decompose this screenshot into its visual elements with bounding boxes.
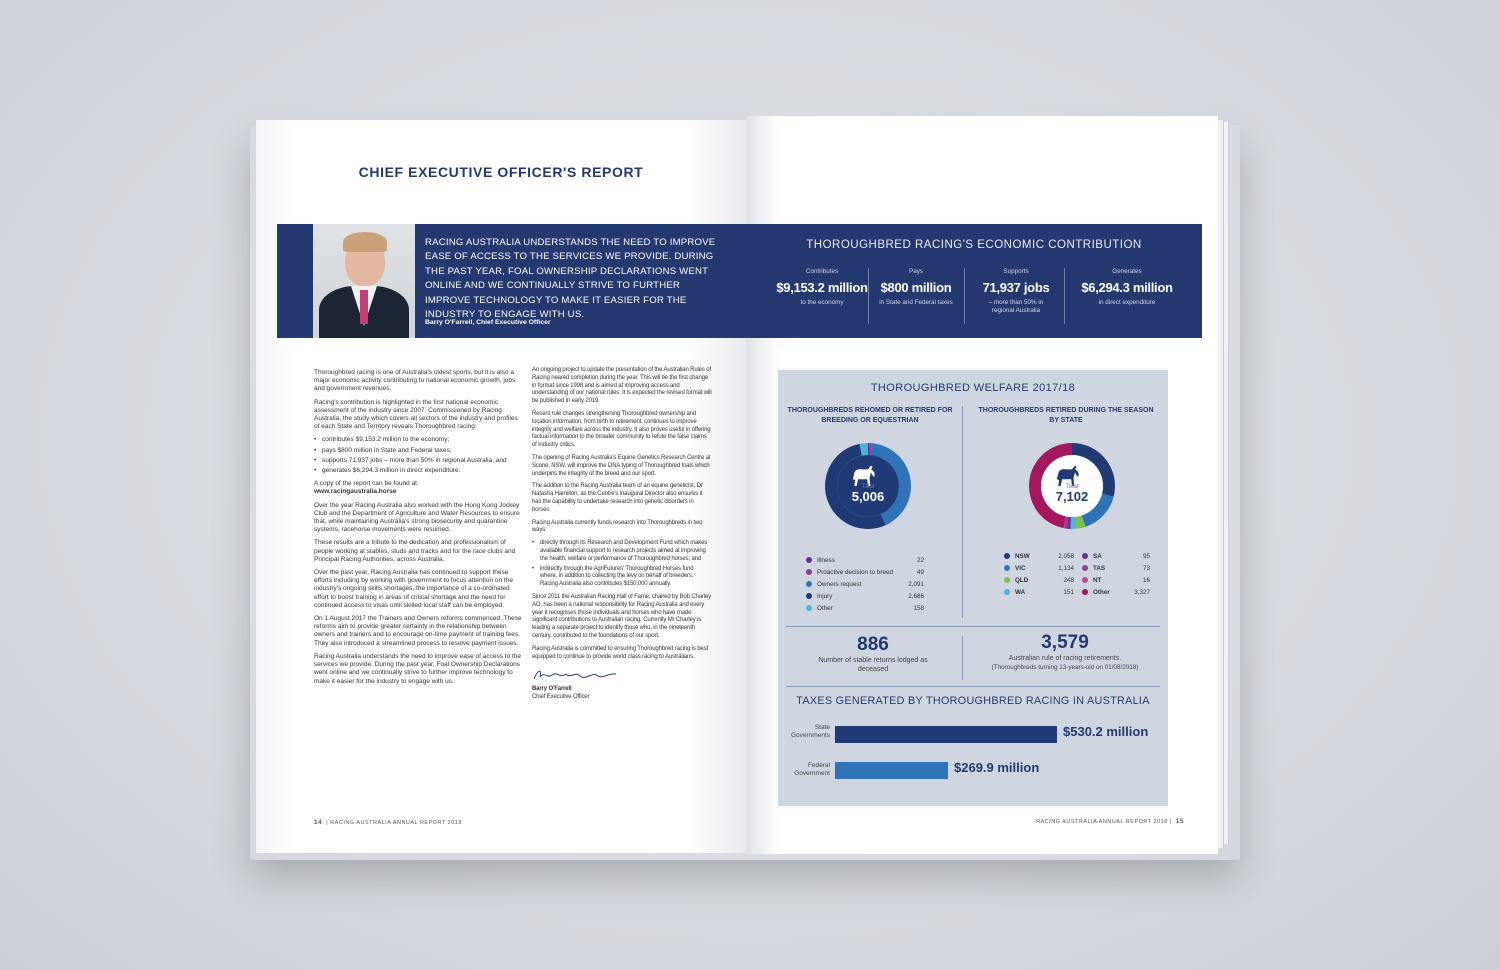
retired-total: 7,102 <box>1055 489 1089 504</box>
paragraph: Racing Australia is committed to ensuring Thoroughbred racing is best equipped to continue to provide world class racing to Australians. <box>532 645 708 660</box>
legend-swatch <box>1004 565 1010 571</box>
retired-donut-chart <box>1022 436 1122 536</box>
legend-item <box>1082 562 1150 574</box>
legend-swatch <box>806 557 812 563</box>
legend-value: 158 <box>913 604 924 612</box>
stat-sub: in direct expenditure <box>1098 299 1156 306</box>
text-column-1 <box>314 369 524 691</box>
tax-bar-federal <box>835 762 948 779</box>
legend-item <box>1082 586 1150 598</box>
list-item: • indirectly through the AgriFutures' Thoroughbred Horses fund where, in addition to collecting the levy on behalf of breeders, Racing Australia also contributes $150,000 annually. <box>532 566 712 589</box>
paragraph: An ongoing project to update the presentation of the Australian Rules of Racing neared completion during the year. This will be the first change in format since 1998 and is aimed at improving access and understanding of our national rules. It is expected the revised format will be published in early 2019. <box>532 367 712 405</box>
divider <box>962 636 963 680</box>
stat-label: Supports <box>1003 268 1029 275</box>
tax-bar-label: State Governments <box>790 724 830 739</box>
left-page <box>256 120 746 853</box>
stat-label: Generates <box>1112 268 1142 275</box>
legend-swatch <box>1082 553 1088 559</box>
legend-label: Injury <box>817 592 833 600</box>
paragraph: Racing Australia understands the need to improve ease of access to the services we provide. During the past year, Foal Ownership Declarations went online and we continually strive to further improve technology to make it easier for the industry to engage with us. <box>314 652 522 685</box>
stat-value: $6,294.3 million <box>1081 280 1173 295</box>
legend-swatch <box>806 593 812 599</box>
paragraph: These results are a tribute to the dedication and professionalism of people working at stables, studs and tracks and for the race clubs and Principal Racing Authorities, across Australia. <box>314 539 516 563</box>
paragraph: The addition to the Racing Australia team of an equine geneticist, Dr Natasha Hamilton, as the Centre's inaugural Director also ensures it has the capability to undertake research into genetic disorders in horses. <box>532 483 703 513</box>
legend-value: 2,686 <box>908 592 924 600</box>
legend-label: SA <box>1093 552 1102 560</box>
legend-swatch <box>806 569 812 575</box>
legend-label: WA <box>1015 588 1026 596</box>
list-item: • directly through its Research and Development Fund which makes available financial support to research projects aimed at improving the health, welfare or performance of Thoroughbred horses; and <box>532 540 712 563</box>
legend-swatch <box>1004 553 1010 559</box>
legend-item <box>1004 574 1074 586</box>
rule-retirements-stat <box>970 632 1160 672</box>
stat-sub: in State and Federal taxes <box>879 299 953 306</box>
paragraph: The opening of Racing Australia's Equine Genetics Research Centre at Scone, NSW, will improve the DNA typing of Thoroughbred foals which underpins the integrity of the breed and our sport. <box>532 454 711 477</box>
legend-swatch <box>1082 565 1088 571</box>
stat-label: Contributes <box>805 268 839 275</box>
retired-legend-right <box>1082 550 1150 598</box>
tax-bar-value: $269.9 million <box>954 760 1040 775</box>
legend-value: 49 <box>916 568 924 576</box>
rehomed-total-label: Total <box>861 484 875 490</box>
legend-label: Illness <box>817 556 835 564</box>
legend-swatch <box>1004 577 1010 583</box>
ceo-quote: RACING AUSTRALIA UNDERSTANDS THE NEED TO IMPROVE EASE OF ACCESS TO THE SERVICES WE PROVIDE. DURING THE PAST YEAR, FOAL OWNERSHIP DECLARATIONS WENT ONLINE AND WE CONTINUALLY STRIVE TO FURTHER IMPROVE TECHNOLOGY TO MAKE IT EASIER FOR THE INDUSTRY TO ENGAGE WITH US. <box>425 237 716 321</box>
stat-subtext: (Thoroughbreds turning 13-years-old on 01/08/2018) <box>991 664 1139 671</box>
legend-value: 248 <box>1063 576 1074 584</box>
signatory-name: Barry O'Farrell <box>532 686 572 693</box>
legend-value: 95 <box>1142 552 1150 560</box>
tax-bar-state <box>835 726 1057 743</box>
rehomed-title: THOROUGHBREDS REHOMED OR RETIRED FOR BREEDING OR EQUESTRIAN <box>787 407 953 424</box>
list-item: • supports 71,937 jobs – more than 50% in regional Australia; and <box>314 457 524 465</box>
retired-title: THOROUGHBREDS RETIRED DURING THE SEASON BY STATE <box>978 407 1154 424</box>
legend-item <box>1004 586 1074 598</box>
legend-swatch <box>806 605 812 611</box>
list-item: • generates $6,294.3 million in direct expenditure. <box>314 467 524 475</box>
page-edge <box>1224 122 1229 844</box>
legend-item <box>1082 550 1150 562</box>
legend-item <box>806 578 924 590</box>
stat-pays <box>868 268 964 307</box>
stat-supports <box>968 268 1064 315</box>
stat-sub: – more than 50% in regional Australia <box>988 299 1044 314</box>
stat-value: $800 million <box>880 280 952 295</box>
retired-legend-left <box>1004 550 1074 598</box>
legend-value: 2,058 <box>1058 552 1074 560</box>
rehomed-donut-chart <box>818 436 918 536</box>
divider <box>1064 268 1065 324</box>
legend-item <box>1004 562 1074 574</box>
divider <box>786 686 1160 687</box>
paragraph: On 1 August 2017 the Trainers and Owners reforms commenced. These reforms aim to provide greater certainty in the relationship between owners and trainers and to encourage on-time payment of training fees. They also introduced a streamlined process to resolve payment issues. <box>314 615 522 647</box>
legend-item <box>1004 550 1074 562</box>
bullet-list <box>532 540 712 589</box>
economic-title: THOROUGHBRED RACING'S ECONOMIC CONTRIBUTION <box>806 239 1142 251</box>
legend-label: TAS <box>1093 564 1106 572</box>
paragraph: Racing's contribution is highlighted in the first national economic assessment of the industry since 2007. Commissioned by Racing Australia, the study which covers all sectors of the industry and profiles of each State and Territory reveals Thoroughbred racing: <box>314 398 518 431</box>
stat-label: Pays <box>909 268 923 275</box>
welfare-panel <box>778 370 1168 806</box>
legend-label: Other <box>1093 588 1110 596</box>
footer-text: RACING AUSTRALIA ANNUAL REPORT 2018 <box>330 820 462 826</box>
divider <box>964 268 965 324</box>
divider <box>962 406 963 618</box>
rehomed-total: 5,006 <box>851 489 885 504</box>
page-title: CHIEF EXECUTIVE OFFICER'S REPORT <box>358 164 644 180</box>
stat-generates <box>1068 268 1186 307</box>
footer: 14 | RACING AUSTRALIA ANNUAL REPORT 2018 <box>314 819 462 826</box>
report-link[interactable]: www.racingaustralia.horse <box>314 488 397 496</box>
retired-total-label: Total <box>1065 484 1079 490</box>
signatory-role: Chief Executive Officer <box>532 693 590 700</box>
legend-item <box>806 602 924 614</box>
stat-number: 3,579 <box>1041 632 1089 653</box>
tax-bar-value: $530.2 million <box>1063 724 1149 739</box>
list-item: • pays $800 million in State and Federal taxes; <box>314 447 524 455</box>
quote-attribution: Barry O'Farrell, Chief Executive Officer <box>425 319 551 326</box>
legend-value: 1,134 <box>1058 564 1074 572</box>
stat-number: 886 <box>857 634 889 655</box>
legend-item <box>806 566 924 578</box>
paragraph: Over the year Racing Australia also worked with the Hong Kong Jockey Club and the Department of Agriculture and Water Resources to ensure that, while maintaining Australia's strong biosecurity and quarantine systems, racehorse movements were resumed. <box>314 501 520 534</box>
bullet-list <box>314 436 524 475</box>
legend-label: Other <box>817 604 833 612</box>
page-number: 15 <box>1175 818 1184 825</box>
legend-value: 151 <box>1063 588 1074 596</box>
page-number: 14 <box>314 819 323 826</box>
text-column-2 <box>532 367 712 702</box>
divider <box>786 626 1160 627</box>
signature <box>532 667 712 684</box>
paragraph: Over the past year, Racing Australia has continued to support these efforts including by working with government to focus attention on the industry's ongoing skills shortages, the importance of a co-ordinated effort to boost training in areas of critical shortage and the need for continued access to visas until skilled local staff can be employed. <box>314 569 513 609</box>
stable-returns-stat <box>788 634 958 674</box>
ceo-quote-band <box>277 224 746 338</box>
economic-contribution-band <box>746 224 1202 338</box>
paragraph: Since 2011 the Australian Racing Hall of Fame, chaired by Bob Charley AO, has been a national responsibility for Racing Australia and every year it recognises those individuals and horses who have made significant contributions to Australian racing. Currently Mr Charley is leading a separate project to identify those who, in the nineteenth century, contributed to the foundations of our sport. <box>532 593 711 639</box>
legend-swatch <box>1082 589 1088 595</box>
legend-value: 2,091 <box>908 580 924 588</box>
taxes-title: TAXES GENERATED BY THOROUGHBRED RACING IN AUSTRALIA <box>796 695 1150 707</box>
rehomed-legend <box>806 554 924 614</box>
legend-label: Owners request <box>817 580 862 588</box>
legend-value: 3,327 <box>1134 588 1150 596</box>
legend-label: QLD <box>1015 576 1029 584</box>
legend-label: VIC <box>1015 564 1026 572</box>
welfare-title: THOROUGHBRED WELFARE 2017/18 <box>870 382 1076 394</box>
legend-value: 16 <box>1142 576 1150 584</box>
tax-bar-label: Federal Government <box>794 762 830 777</box>
legend-label: Proactive decision to breed <box>817 568 893 576</box>
legend-item <box>806 590 924 602</box>
stat-sub: to the economy <box>800 299 844 306</box>
paragraph: Thoroughbred racing is one of Australia's oldest sports, but it is also a major economic activity contributing to national economic growth, jobs and government revenues. <box>314 369 516 393</box>
footer-text: RACING AUSTRALIA ANNUAL REPORT 2018 <box>1036 819 1168 825</box>
stat-value: 71,937 jobs <box>982 280 1050 295</box>
stat-text: Number of stable returns lodged as deceased <box>818 657 928 673</box>
legend-item <box>1082 574 1150 586</box>
legend-label: NT <box>1093 576 1102 584</box>
list-item: • contributes $9,153.2 million to the economy; <box>314 436 524 444</box>
ceo-photo <box>313 224 415 338</box>
legend-swatch <box>1082 577 1088 583</box>
paragraph: A copy of the report can be found at: <box>314 480 419 488</box>
stat-text: Australian rule of racing retirements. <box>1008 655 1122 662</box>
stat-value: $9,153.2 million <box>776 280 868 295</box>
legend-label: NSW <box>1015 552 1030 560</box>
legend-swatch <box>806 581 812 587</box>
footer: RACING AUSTRALIA ANNUAL REPORT 2018 | 15 <box>1036 818 1184 825</box>
legend-item <box>806 554 924 566</box>
legend-value: 73 <box>1142 564 1150 572</box>
paragraph: Racing Australia currently funds research into Thoroughbreds in two ways: <box>532 519 703 534</box>
legend-swatch <box>1004 589 1010 595</box>
paragraph: Recent rule changes strengthening Thoroughbred ownership and location information, from birth to retirement, continues to improve integrity and welfare across the industry. It also proves useful in offering factual information to the broader community to refute the false claims of industry critics. <box>532 410 711 449</box>
right-page <box>746 116 1218 854</box>
legend-value: 22 <box>916 556 924 564</box>
stat-contributes <box>774 268 870 307</box>
